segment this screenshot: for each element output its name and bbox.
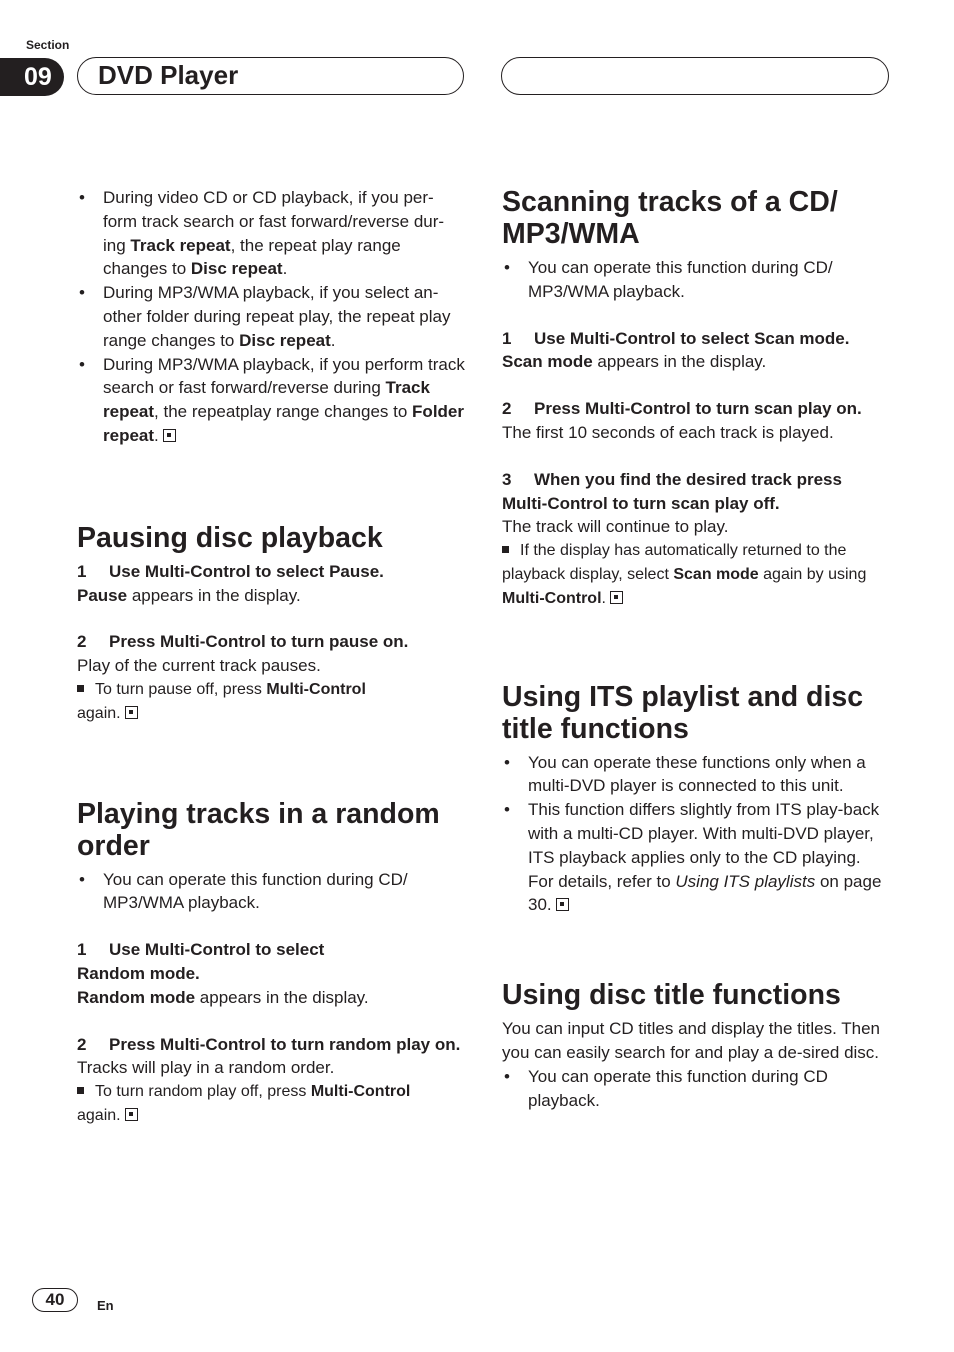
step-2: 2 Press Multi-Control to turn scan play on. <box>502 399 862 419</box>
end-mark-icon <box>125 1108 138 1121</box>
right-column <box>502 186 890 1112</box>
step-1: 1 Use Multi-Control to select Pause. <box>77 561 384 581</box>
note-square-icon <box>502 546 509 553</box>
note-square-icon <box>77 685 84 692</box>
step-2-result: The first 10 seconds of each track is played. <box>502 422 834 442</box>
step-3: 3 When you find the desired track press Multi-Control to turn scan play off. <box>502 469 842 513</box>
heading-random: Playing tracks in a random order <box>77 797 440 862</box>
step-2: 2 Press Multi-Control to turn pause on. <box>77 632 409 652</box>
heading-its: Using ITS playlist and disc title functions <box>502 680 864 745</box>
section-title-box-empty <box>501 57 889 95</box>
disc-title-intro: You can input CD titles and display the titles. Then you can easily search for and play a de-sired disc. <box>502 1019 881 1062</box>
list-item: • This function differs slightly from ITS play-back with a multi-CD player. With multi-DVD player, ITS playback applies only to the CD playing. For details, refer to Using ITS playlists on page 30. <box>502 798 890 917</box>
disc-title-bullet-list <box>502 1065 890 1113</box>
step-1-result: Scan mode appears in the display. <box>502 352 767 372</box>
scan-bullet-list <box>502 256 890 304</box>
section-number-badge: 09 <box>0 58 64 96</box>
step-2-result: Play of the current track pauses. <box>77 656 321 676</box>
list-item: • You can operate this function during CD playback. <box>502 1065 890 1113</box>
step-1: 1 Use Multi-Control to select Random mode. <box>77 940 325 983</box>
step-1-result: Pause appears in the display. <box>77 585 301 605</box>
note-square-icon <box>77 1087 84 1094</box>
section-label: Section <box>26 38 70 52</box>
note: If the display has automatically returned to the playback display, select Scan mode again by using Multi-Control. <box>502 542 867 607</box>
list-item: • During video CD or CD playback, if you per-form track search or fast forward/reverse dur-ing Track repeat, the repeat play range changes to Disc repeat. <box>77 186 465 281</box>
random-bullet-list <box>77 868 465 916</box>
list-item: • You can operate this function during CD/ MP3/WMA playback. <box>77 868 465 916</box>
page-number: 40 <box>32 1288 78 1312</box>
list-item: • During MP3/WMA playback, if you perform track search or fast forward/reverse during Track repeat, the repeatplay range changes to Folder repeat. <box>77 353 465 448</box>
list-item: • You can operate these functions only when a multi-DVD player is connected to this unit. <box>502 751 890 799</box>
step-1: 1 Use Multi-Control to select Scan mode. <box>502 328 850 348</box>
end-mark-icon <box>610 591 623 604</box>
note: To turn pause off, press Multi-Control again. <box>77 680 366 722</box>
heading-pausing: Pausing disc playback <box>77 521 383 554</box>
end-mark-icon <box>556 898 569 911</box>
end-mark-icon <box>125 706 138 719</box>
intro-bullet-list <box>77 186 465 448</box>
section-title: DVD Player <box>98 60 239 90</box>
note: To turn random play off, press Multi-Control again. <box>77 1083 411 1124</box>
step-2-result: Tracks will play in a random order. <box>77 1058 335 1078</box>
its-bullet-list <box>502 751 890 918</box>
heading-scanning: Scanning tracks of a CD/ MP3/WMA <box>502 186 838 250</box>
language-code: En <box>97 1298 114 1313</box>
left-column <box>77 186 465 1128</box>
end-mark-icon <box>163 429 176 442</box>
section-title-box <box>77 57 464 95</box>
step-2: 2 Press Multi-Control to turn random play on. <box>77 1034 461 1054</box>
step-3-result: The track will continue to play. <box>502 517 729 537</box>
step-1-result: Random mode appears in the display. <box>77 987 369 1007</box>
heading-disc-title: Using disc title functions <box>502 979 841 1012</box>
list-item: • During MP3/WMA playback, if you select an-other folder during repeat play, the repeat play range changes to Disc repeat. <box>77 281 465 352</box>
list-item: • You can operate this function during CD/ MP3/WMA playback. <box>502 256 890 304</box>
